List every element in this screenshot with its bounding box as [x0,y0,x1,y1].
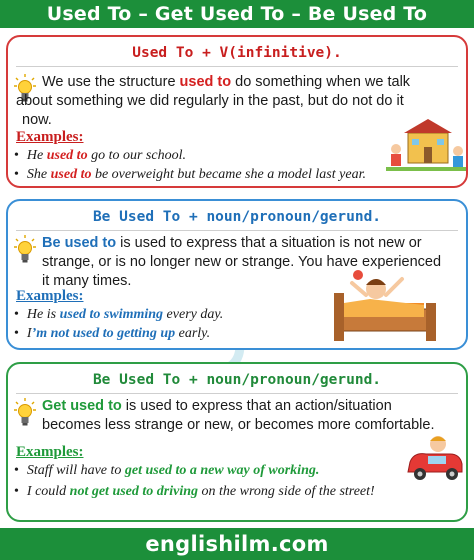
explanation-text-cont: becomes less strange or new, or becomes more comfortable. [42,417,435,433]
section-heading: Be Used To + noun/pronoun/gerund. [16,204,458,231]
section-heading: Used To + V(infinitive). [16,40,458,67]
boy-driving-car-icon [404,432,466,482]
boy-waking-up-icon [330,269,440,347]
explanation-text-cont: strange, or is no longer new or strange. You have experienced it many times. [42,254,442,289]
example-line: • He is used to swimming every day. [14,307,224,322]
explanation-text: Be used to is used to express that a situation is not new or [42,235,422,251]
school-children-icon [386,115,466,173]
explanation-text-cont: about something we did regularly in the past, but do not do it now. [16,93,404,128]
example-line: • I’m not used to getting up early. [14,326,211,341]
examples-label: Examples: [16,129,84,145]
example-line: • I could not get used to driving on the wrong side of the street! [14,484,375,499]
footer-site-name: englishilm.com [0,528,474,560]
example-line: • He used to go to our school. [14,148,186,163]
examples-label: Examples: [16,288,84,304]
examples-label: Examples: [16,444,84,460]
lightbulb-icon [14,235,36,265]
explanation-text: We use the structure used to do something when we talk [42,74,411,90]
section-heading: Be Used To + noun/pronoun/gerund. [16,367,458,394]
section-get-used-to [6,362,468,522]
section-be-used-to [6,199,468,350]
explanation-text: Get used to is used to express that an action/situation [42,398,392,414]
lightbulb-icon [14,398,36,428]
example-line: • She used to be overweight but became she a model last year. [14,167,366,182]
section-used-to [6,35,468,188]
example-line: • Staff will have to get used to a new way of working. [14,463,320,478]
page-title: Used To – Get Used To – Be Used To [0,0,474,28]
